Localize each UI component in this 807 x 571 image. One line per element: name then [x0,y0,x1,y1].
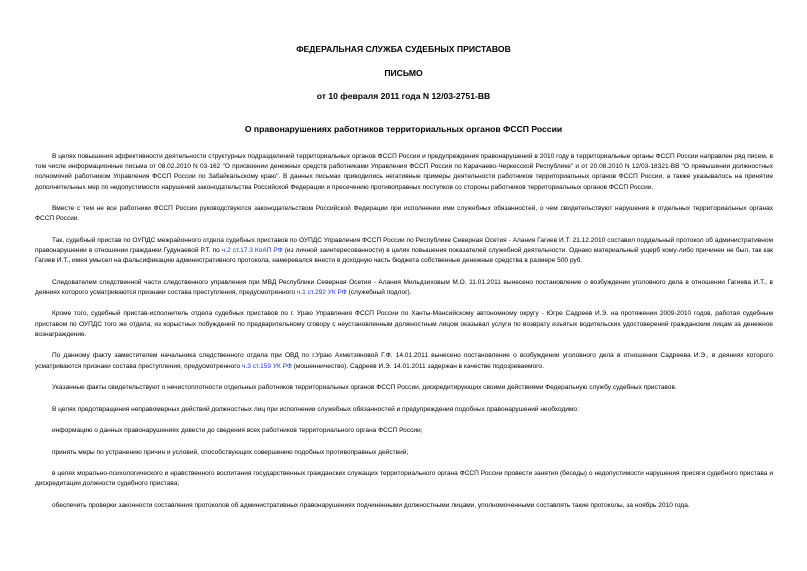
paragraph: Кроме того, судебный пристав-исполнитель отдела судебных приставов по г. Ураю Управления ФССП России по Ханты-Мансийскому автономному округу - Югре Садреев И.Э. на протяжении 2009-2010 годов, работая судебным приставом по ОУПДС того же отдела, из корыстных побуждений по предварительному сговору с неустановленным должностным лицом оказывал услуги по возврату изъятых водительских удостоверений гражданским лицам за денежное вознаграждение. [35,310,773,338]
list-item: обеспечить проверки законности составления протоколов об административных правонарушениях подчиненными должностными лицами, уполномоченными составлять такие протоколы, за ноябрь 2010 года. [52,501,690,509]
document-body [35,152,773,511]
paragraph: В целях предотвращения неправомерных действий должностных лиц при исполнении служебных обязанностей и предупреждения подобных правонарушений необходимо: [52,405,579,413]
law-reference-link[interactable]: ч.2 ст.17.3 КоАП РФ [221,247,283,255]
document-subject: О правонарушениях работников территориальных органов ФССП России [244,124,563,134]
paragraph: В целях повышения эффективности деятельности структурных подразделений территориальных органов ФССП России и предупреждения правонарушений в 2010 году в территориальные органы ФССП России направлен ряд писем, в том числе информационные письма от 08.02.2010 N 03-162 "О присвоении денежных средств работниками Управления ФССП России по Карачаево-Черкесской Республике" и от 20.08.2010 N 12/03-18321-ВВ "О превышении должностных полномочий работником Управления ФССП России по Забайкальскому краю". В данных письмах приводились негативные примеры деятельности работников территориальных органов ФССП России, а также указывалось на принятие дополнительных мер по недопустимости нарушений законодательства Российской Федерации и пресечению противоправных поступков со стороны работников территориальных органов ФССП России. [35,153,773,191]
law-reference-link[interactable]: ч.3 ст.159 УК РФ [242,362,292,370]
list-item: в целях морально-психологического и нравственного воспитания государственных гражданских служащих территориального органа ФССП России провести занятия (беседы) о недопустимости нарушения присяги судебного пристава и дискредитации должности судебного пристава; [35,470,773,488]
document-date-number: от 10 февраля 2011 года N 12/03-2751-ВВ [316,91,491,101]
list-item: принять меры по устранению причин и условий, способствующих совершению подобных противоправных действий; [52,448,409,456]
paragraph: Указанные факты свидетельствуют о нечистоплотности отдельных работников территориальных органов ФССП России, дискредитирующих своими действиями Федеральную службу судебных приставов. [52,384,677,392]
document-type: ПИСЬМО [384,68,423,78]
law-reference-link[interactable]: ч.1 ст.292 УК РФ [296,288,347,296]
paragraph: Так, судебный пристав по ОУПДС межрайонного отдела судебных приставов по ОУПДС Управления ФССП России по Республике Северная Осетия - Алания Гагиев И.Т. 21.12.2010 составил поддельный протокол об административном правонарушении в отношении гражданки Гудунаевой Р.Т. по ч.2 ст.17.3 КоАП РФ (из личной заинтересованности) в целях повышения показателей служебной деятельности. Однако материальный ущерб кому-либо причинен не был, так как Гагиев И.Т., имея умысел на фальсификацию административного протокола, намеревался внести в доходную часть бюджета собственные денежные средства в размере 500 руб. [35,236,773,265]
agency-title: ФЕДЕРАЛЬНАЯ СЛУЖБА СУДЕБНЫХ ПРИСТАВОВ [296,44,511,54]
paragraph: По данному факту заместителем начальника следственного отдела при ОВД по г.Ураю Ахметзяновой Г.Ф. 14.01.2011 вынесено постановление о возбуждении уголовного дела в отношении Садреева И.Э., в деяниях которого усматриваются признаки состава преступления, предусмотренного ч.3 ст.159 УК РФ (мошенничество). Садреев И.Э. 14.01.2011 задержан в качестве подозреваемого. [35,352,773,370]
paragraph: Следователем следственной части следственного управления при МВД Республики Северная Осетия - Алания Мильдзиховым М.О. 11.01.2011 вынесено постановление о возбуждении уголовного дела в отношении Гагиева И.Т., в деяниях которого усматриваются признаки состава преступления, предусмотренного ч.1 ст.292 УК РФ (служебный подлог). [35,278,773,296]
list-item: информацию о данных правонарушениях довести до сведения всех работников территориального органа ФССП России; [52,427,423,435]
paragraph: Вместе с тем не все работники ФССП России руководствуются законодательством Российской Федерации при исполнении ими служебных обязанностей, о чем свидетельствуют нарушения в отдельных территориальных органах ФССП России. [35,205,773,223]
